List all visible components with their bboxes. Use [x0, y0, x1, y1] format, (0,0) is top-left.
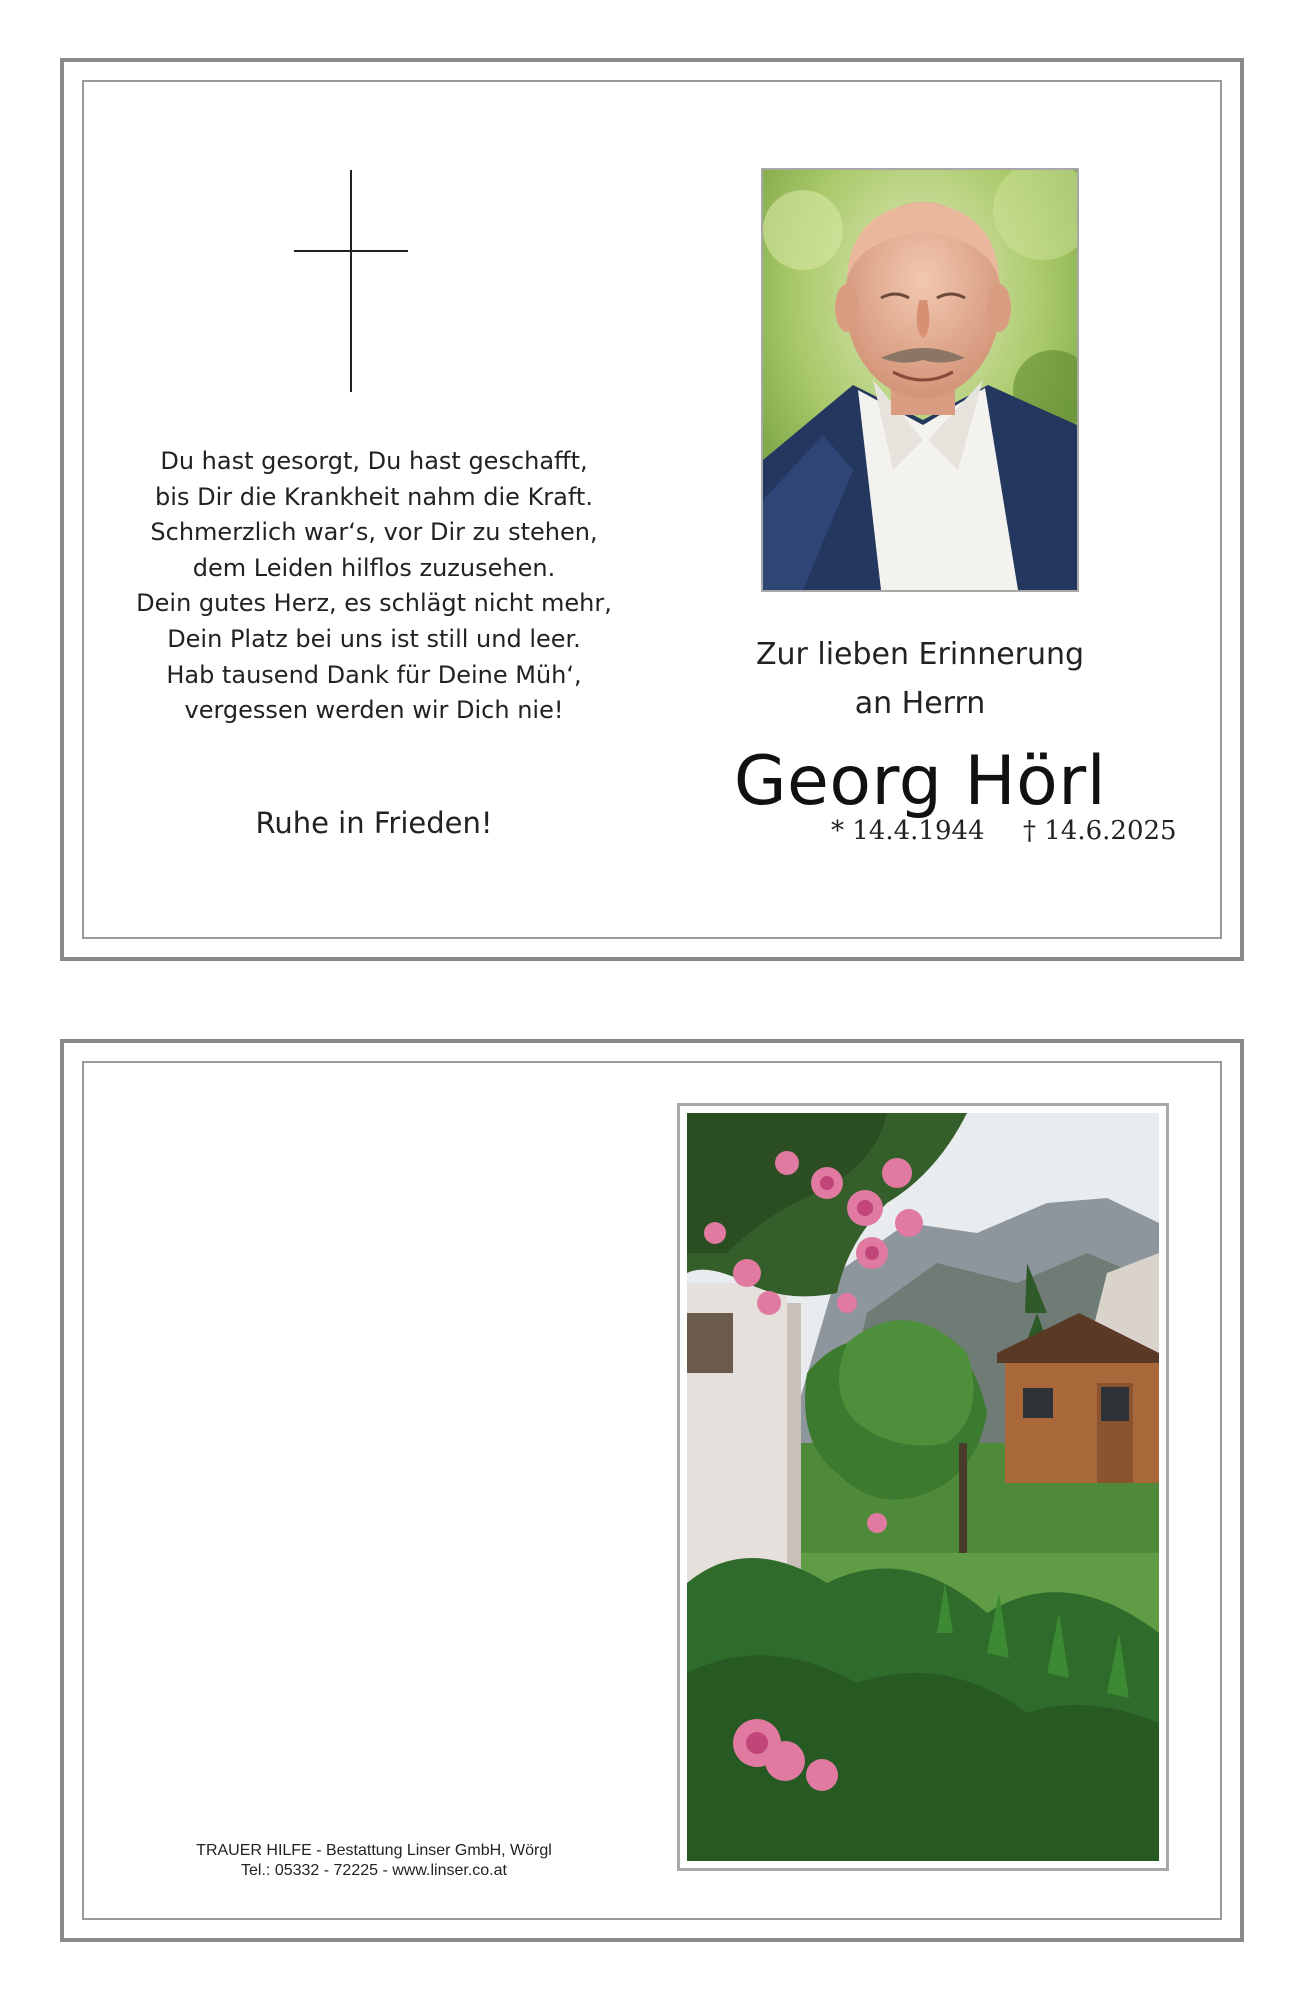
poem-line: bis Dir die Krankheit nahm die Kraft.: [155, 482, 593, 511]
deceased-name: Georg Hörl: [733, 742, 1107, 821]
memory-line-2: an Herrn: [854, 686, 986, 721]
poem-line: Dein Platz bei uns ist still und leer.: [167, 624, 581, 653]
poem-line: Du hast gesorgt, Du hast geschafft,: [160, 447, 588, 475]
front-card: [60, 58, 1244, 961]
back-card: [60, 1039, 1244, 1942]
cross-icon: [294, 170, 408, 392]
poem-line: Schmerzlich war‘s, vor Dir zu stehen,: [150, 518, 598, 547]
garden-photo-frame: [677, 1103, 1169, 1871]
poem-line: dem Leiden hilflos zuzusehen.: [192, 553, 556, 582]
birth-date: * 14.4.1944: [831, 816, 985, 846]
death-date: † 14.6.2025: [1023, 816, 1177, 846]
poem-line: Hab tausend Dank für Deine Müh‘,: [166, 660, 582, 689]
poem-line: Dein gutes Herz, es schlägt nicht mehr,: [136, 589, 612, 618]
garden-photo: [687, 1113, 1159, 1861]
poem-line: vergessen werden wir Dich nie!: [184, 696, 564, 725]
imprint-line-2: Tel.: 05332 - 72225 - www.linser.co.at: [241, 1862, 507, 1879]
closing-line: Ruhe in Frieden!: [255, 806, 493, 840]
portrait-photo: [761, 168, 1079, 592]
memorial-poem: [124, 444, 624, 729]
imprint-line-1: TRAUER HILFE - Bestattung Linser GmbH, Wörgl: [196, 1842, 552, 1859]
memory-line-1: Zur lieben Erinnerung: [755, 637, 1085, 672]
funeral-home-imprint: [124, 1841, 624, 1881]
